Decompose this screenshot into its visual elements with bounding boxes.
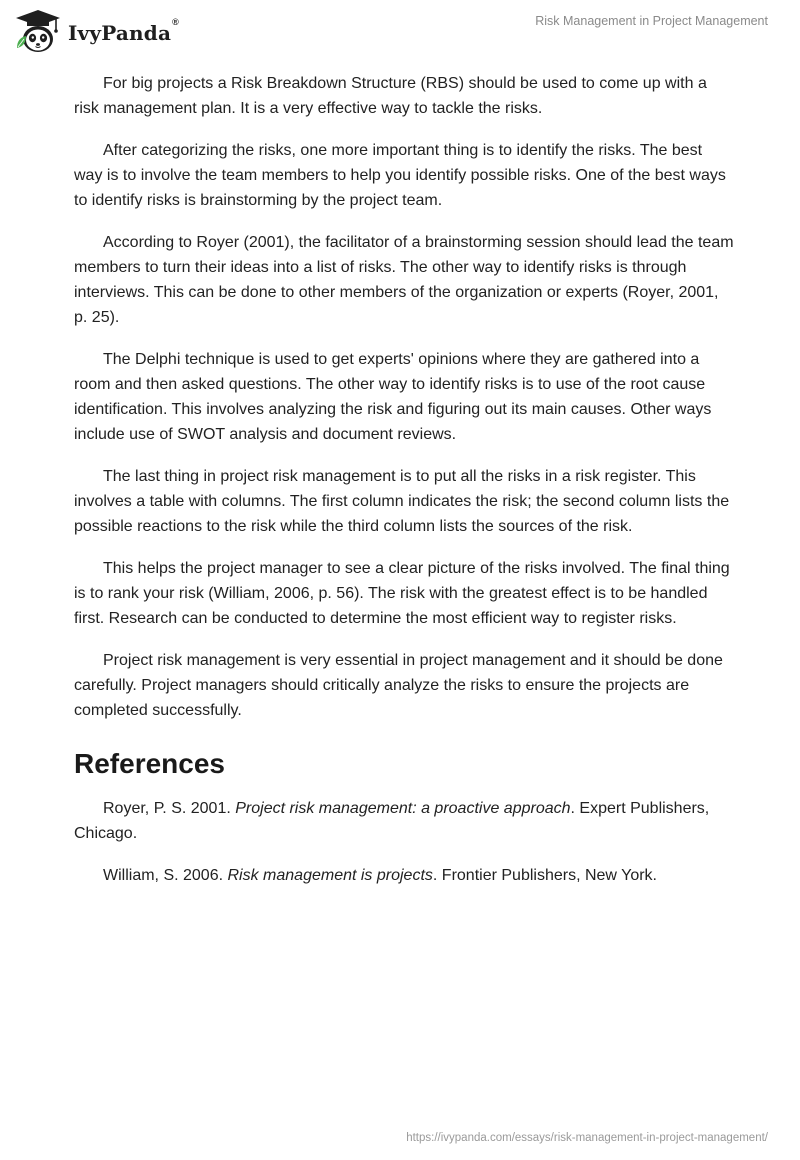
reference-title: Project risk management: a proactive approach (235, 800, 571, 817)
paragraph: According to Royer (2001), the facilitator of a brainstorming session should lead the team members to turn their ideas into a list of risks. The other way to identify risks is through interviews. This can be done to other members of the organization or experts (Royer, 2001, p. 25). (74, 234, 734, 326)
references-heading: References (74, 748, 225, 779)
paragraph: For big projects a Risk Breakdown Structure (RBS) should be used to come up with a risk management plan. It is a very effective way to tackle the risks. (74, 75, 707, 117)
reference-publisher: . Frontier Publishers, New York. (432, 867, 657, 884)
running-title: Risk Management in Project Management (535, 14, 768, 28)
source-url[interactable]: https://ivypanda.com/essays/risk-management-in-project-management/ (406, 1132, 768, 1144)
essay-body (74, 71, 734, 905)
reference-title: Risk management is projects (227, 867, 433, 884)
paragraph: This helps the project manager to see a clear picture of the risks involved. The final thing is to rank your risk (William, 2006, p. 56). The risk with the greatest effect is to be handled first. Research can be conducted to determine the most efficient way to register risks. (74, 560, 730, 627)
reference-item (74, 863, 734, 888)
brand-name: IvyPanda® (68, 17, 179, 45)
paragraph: The last thing in project risk management is to put all the risks in a risk register. This involves a table with columns. The first column indicates the risk; the second column lists the possible reactions to the risk while the third column lists the sources of the risk. (74, 468, 730, 535)
reference-publisher: . Expert Publishers, Chicago. (74, 800, 710, 842)
registered-mark: ® (172, 17, 179, 27)
reference-item (74, 796, 734, 846)
panda-graduate-icon (14, 8, 62, 54)
page-header (0, 0, 800, 60)
paragraph: Project risk management is very essential in project management and it should be done carefully. Project managers should critically analyze the risks to ensure the projects are completed successfully. (74, 652, 723, 719)
ivypanda-logo[interactable] (14, 8, 179, 54)
reference-authors: Royer, P. S. 2001. (103, 800, 236, 817)
paragraph: After categorizing the risks, one more important thing is to identify the risks. The best way is to involve the team members to help you identify possible risks. One of the best ways to identify risks is brainstorming by the project team. (74, 142, 726, 209)
reference-authors: William, S. 2006. (103, 867, 228, 884)
paragraph: The Delphi technique is used to get experts' opinions where they are gathered into a room and then asked questions. The other way to identify risks is to use of the root cause identification. This involves analyzing the risk and figuring out its main causes. Other ways include use of SWOT analysis and document reviews. (74, 351, 712, 443)
